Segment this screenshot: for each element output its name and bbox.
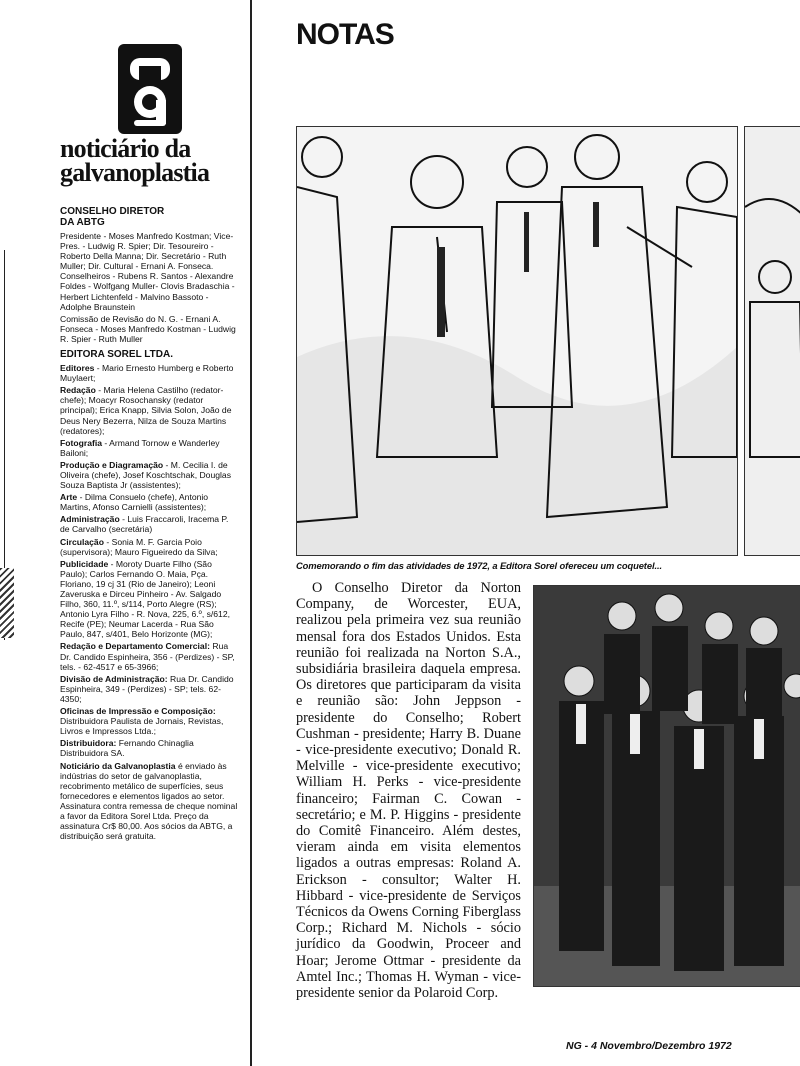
council-members: Presidente - Moses Manfredo Kostman; Vice-Pres. - Ludwig R. Spier; Dir. Tesoureiro - Roberto Della Manna; Dir. Secretário - Ruth Muller; Dir. Cultural - Ernani A. Fonseca. Conselheiros - Rubens R. Santos - Alexandre Foldes - Wolfgang Muller- Clovis Bradaschia - Herbert Lichtenfeld - Malvino Bassoto - Adolphe Braunstein bbox=[60, 231, 235, 312]
staff-item-label: Noticiário da Galvanoplastia bbox=[60, 760, 176, 771]
staff-item-distribuidora bbox=[60, 738, 238, 758]
page-edge-binding bbox=[0, 0, 14, 1066]
article-body bbox=[296, 580, 521, 1001]
staff-item-fotografia bbox=[60, 438, 238, 458]
staff-item-oficinas bbox=[60, 706, 238, 736]
staff-item-redacao bbox=[60, 385, 238, 435]
staff-item-producao bbox=[60, 460, 238, 490]
staff-item-text: é enviado às indústrias do setor de galvanoplastia, recobrimento metálico de superfícies, seus fornecedores e elementos ligados ao setor. Assinatura contra remessa de cheque nominal a favor da Editora Sorel Ltda. Preço da assinatura Cr$ 80,00. Aos sócios da ABTG, a distribuição será gratuita. bbox=[60, 760, 238, 842]
page-footer: NG - 4 Novembro/Dezembro 1972 bbox=[566, 1040, 732, 1052]
staff-item-label: Oficinas de Impressão e Composição: bbox=[60, 706, 216, 717]
review-committee: Comissão de Revisão do N. G. - Ernani A. Fonseca - Moses Manfredo Kostman - Ludwig R. Spier - Ruth Muller bbox=[60, 313, 236, 344]
staff-item-label: Publicidade bbox=[60, 558, 109, 569]
staff-item-text: - Moroty Duarte Filho (São Paulo); Carlos Fernando O. Maia, Pça. Floriano, 19 cj 31 (Rio de Janeiro); Leoni Zaveruska e Dirceu Pinheiro - Av. Salgado Filho, 360, 11.º, s/114, Porto Alegre (RS); Antonio Lyra Filho - R. Nova, 225, 6.º, s/612, Recife (PE); Neumar Lacerda - Rua São Paulo, 847, s/401, Belo Horizonte (MG); bbox=[60, 558, 231, 640]
masthead-line-2: galvanoplastia bbox=[60, 158, 210, 187]
staff-item-assinatura bbox=[60, 761, 238, 842]
staff-item-departamento-comercial bbox=[60, 641, 238, 671]
cocktail-photo bbox=[296, 126, 738, 556]
column-divider bbox=[250, 0, 252, 1066]
staff-item-text: - Dilma Consuelo (chefe), Antonio Martins, Afonso Carnielli (assistentes); bbox=[60, 492, 209, 513]
ng-logo-icon bbox=[100, 40, 200, 140]
council-heading-line-1: CONSELHO DIRETOR bbox=[60, 206, 165, 217]
staff-item-circulacao bbox=[60, 537, 238, 557]
staff-item-label: Fotografia bbox=[60, 437, 103, 448]
staff-item-text: - M. Cecilia I. de Oliveira (chefe), Josef Koschtschak, Douglas Souza Baptista Jr (assistentes); bbox=[60, 459, 231, 491]
staff-item-text: Rua Dr. Candido Espinheira, 356 - (Perdizes) - SP, tels. - 62-4517 e 65-3966; bbox=[60, 641, 235, 672]
staff-item-label: Redação e Departamento Comercial: bbox=[60, 641, 210, 652]
staff-item-arte bbox=[60, 492, 238, 512]
staff-item-label: Administração bbox=[60, 514, 120, 525]
staff-item-divisao-administracao bbox=[60, 674, 238, 704]
staff-item-administracao bbox=[60, 514, 238, 534]
staff-item-label: Editores bbox=[60, 363, 95, 374]
board-group-photo bbox=[533, 585, 800, 987]
staff-item-label: Produção e Diagramação bbox=[60, 459, 164, 470]
masthead-title bbox=[60, 134, 245, 187]
section-title: NOTAS bbox=[296, 18, 394, 51]
publisher-heading: EDITORA SOREL LTDA. bbox=[60, 349, 173, 361]
staff-item-label: Arte bbox=[60, 492, 78, 503]
staff-item-text: Distribuidora Paulista de Jornais, Revistas, Livros e Impressos Ltda.; bbox=[60, 716, 224, 737]
council-heading-line-2: DA ABTG bbox=[60, 217, 105, 228]
staff-item-editores bbox=[60, 363, 238, 383]
cocktail-photo-partial bbox=[744, 126, 800, 556]
staff-item-text: - Sonia M. F. Garcia Poio (supervisora); Mauro Figueiredo da Silva; bbox=[60, 536, 218, 557]
article-paragraph: O Conselho Diretor da Norton Company, de Worcester, EUA, realizou pela primeira vez sua reunião mensal fora dos Estados Unidos. Esta reunião foi realizada na Norton S.A., subsidiária brasileira daquela empresa. Os diretores que participaram da visita e reunião são: John Jeppson - presidente do Conselho; Robert Cushman - presidente; Harry B. Duane - vice-presidente executivo; Donald R. Melville - vice-presidente executivo; William H. Perks - vice-presidente financeiro; Fairman C. Cowan - secretário; e M. P. Higgins - presidente do Comitê Financeiro. Além destes, vieram ainda em visita elementos ligados a outras empresas: Roland A. Erickson - consultor; Walter H. Hibbard - vice-presidente de Serviços Técnicos da Owens Corning Fiberglass Corp.; Richard M. Nichols - sócio jurídico da Goodwin, Proceer and Hoar; Jerome Ottmar - presidente da Amtel Inc.; Thomas H. Wyman - vice-presidente senior da Polaroid Corp. bbox=[296, 580, 521, 1002]
staff-item-text: - Mario Ernesto Humberg e Roberto Muylaert; bbox=[60, 363, 234, 384]
staff-item-publicidade bbox=[60, 559, 238, 640]
staff-item-label: Distribuidora: bbox=[60, 738, 117, 749]
staff-item-text: - Armand Tornow e Wanderley Bailoni; bbox=[60, 437, 220, 458]
staff-item-text: Rua Dr. Candido Espinheira, 349 - (Perdizes) - SP; tels. 62-4350; bbox=[60, 673, 234, 704]
staff-box bbox=[60, 206, 238, 843]
staff-item-text: - Luis Fraccaroli, Iracema P. de Carvalho (secretária) bbox=[60, 514, 229, 535]
staff-item-text: - Maria Helena Castilho (redator-chefe); Moacyr Rosochansky (redator principal); Erica Knapp, Silvia Solon, João de Deus Nery Bezerra, Nilza de Souza Martins (redatores); bbox=[60, 385, 232, 436]
staff-item-text: Fernando Chinaglia Distribuidora SA. bbox=[60, 738, 194, 759]
council-heading bbox=[60, 206, 238, 228]
staff-item-label: Divisão de Administração: bbox=[60, 673, 168, 684]
staff-item-label: Redação bbox=[60, 385, 96, 396]
photo-caption: Comemorando o fim das atividades de 1972, a Editora Sorel ofereceu um coquetel... bbox=[296, 560, 662, 571]
staff-item-label: Circulação bbox=[60, 536, 104, 547]
masthead-line-1: noticiário da bbox=[60, 134, 191, 163]
binding-mark bbox=[0, 568, 14, 638]
